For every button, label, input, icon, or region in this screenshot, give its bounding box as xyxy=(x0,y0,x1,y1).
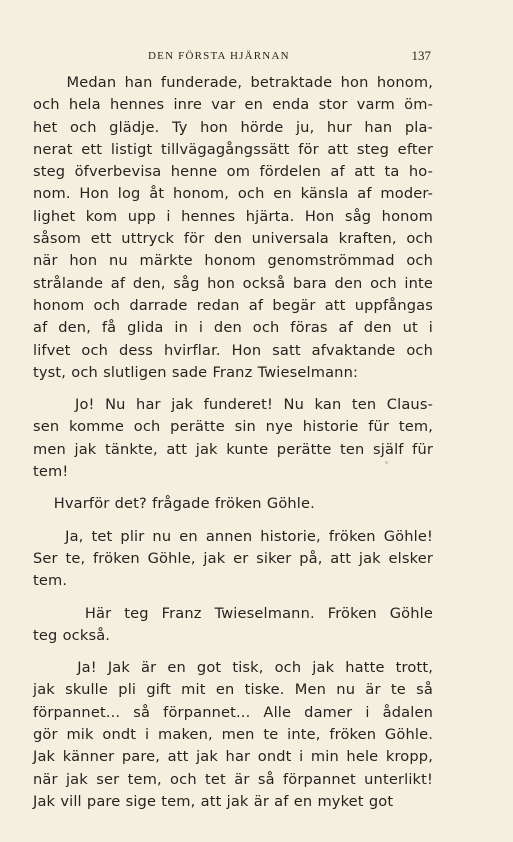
page-number: 137 xyxy=(411,48,431,63)
text-line: steg öfverbevisa henne om fördelen af att ta ho- xyxy=(33,163,433,181)
text-line: och hela hennes inre var en enda stor varm öm- xyxy=(33,96,433,114)
paragraph xyxy=(33,493,433,515)
text-line: lifvet och dess hvirflar. Hon satt afvaktande och xyxy=(33,341,433,359)
text-line: Hvarför det? frågade fröken Göhle. xyxy=(33,495,315,513)
paragraph xyxy=(33,72,433,384)
text-line: sen komme och perätte sin nye historie für tem, xyxy=(33,418,433,436)
text-line: tem! xyxy=(33,463,69,481)
paragraph-gap xyxy=(33,593,433,603)
paragraph xyxy=(33,394,433,483)
text-line: men jak tänkte, att jak kunte perätte ten själf für xyxy=(33,440,433,458)
text-line: honom och darrade redan af begär att uppfångas xyxy=(33,296,433,314)
text-line: tyst, och slutligen sade Franz Twieselmann: xyxy=(33,363,359,381)
text-line: när hon nu märkte honom genomströmmad och xyxy=(33,252,433,270)
running-title: DEN FÖRSTA HJÄRNAN xyxy=(148,50,290,62)
body-text xyxy=(33,72,433,813)
text-line: teg också. xyxy=(33,626,111,644)
text-line: jak skulle pli gift mit en tiske. Men nu är te så xyxy=(33,681,433,699)
text-line: såsom ett uttryck för den universala kraften, och xyxy=(33,230,433,248)
text-line: Jak vill pare sige tem, att jak är af en myket got xyxy=(33,792,394,810)
text-line: Medan han funderade, betraktade hon honom, xyxy=(33,74,433,91)
text-line: gör mik ondt i maken, men te inte, fröken Göhle. xyxy=(33,726,433,744)
text-line: Ser te, fröken Göhle, jak er siker på, att jak elsker xyxy=(33,549,433,567)
text-line: het och glädje. Ty hon hörde ju, hur han pla- xyxy=(33,118,433,136)
text-line: strålande af den, såg hon också bara den och inte xyxy=(33,274,433,292)
text-line: Jak känner pare, att jak har ondt i min hele kropp, xyxy=(33,748,433,766)
speck-mark xyxy=(385,461,388,464)
text-line: Ja, tet plir nu en annen historie, fröken Göhle! xyxy=(33,527,433,545)
paragraph xyxy=(33,603,433,648)
paragraph xyxy=(33,657,433,813)
paragraph-gap xyxy=(33,516,433,526)
paragraph-gap xyxy=(33,483,433,493)
text-line: Ja! Jak är en got tisk, och jak hatte trott, xyxy=(33,659,433,677)
paragraph xyxy=(33,526,433,593)
running-head xyxy=(33,47,431,65)
text-line: förpannet... så förpannet... Alle damer i ådalen xyxy=(33,703,433,721)
text-line: af den, få glida in i den och föras af den ut i xyxy=(33,319,433,337)
text-line: lighet kom upp i hennes hjärta. Hon såg honom xyxy=(33,207,433,225)
text-line: Jo! Nu har jak funderet! Nu kan ten Claus- xyxy=(33,396,433,414)
text-line: när jak ser tem, och tet är så förpannet unterlikt! xyxy=(33,770,433,788)
paragraph-gap xyxy=(33,647,433,657)
text-line: nerat ett listigt tillvägagångssätt för att steg efter xyxy=(33,140,433,158)
text-line: tem. xyxy=(33,572,68,590)
text-line: nom. Hon log åt honom, och en känsla af moder- xyxy=(33,185,433,203)
paragraph-gap xyxy=(33,384,433,394)
text-line: Här teg Franz Twieselmann. Fröken Göhle xyxy=(33,604,433,622)
